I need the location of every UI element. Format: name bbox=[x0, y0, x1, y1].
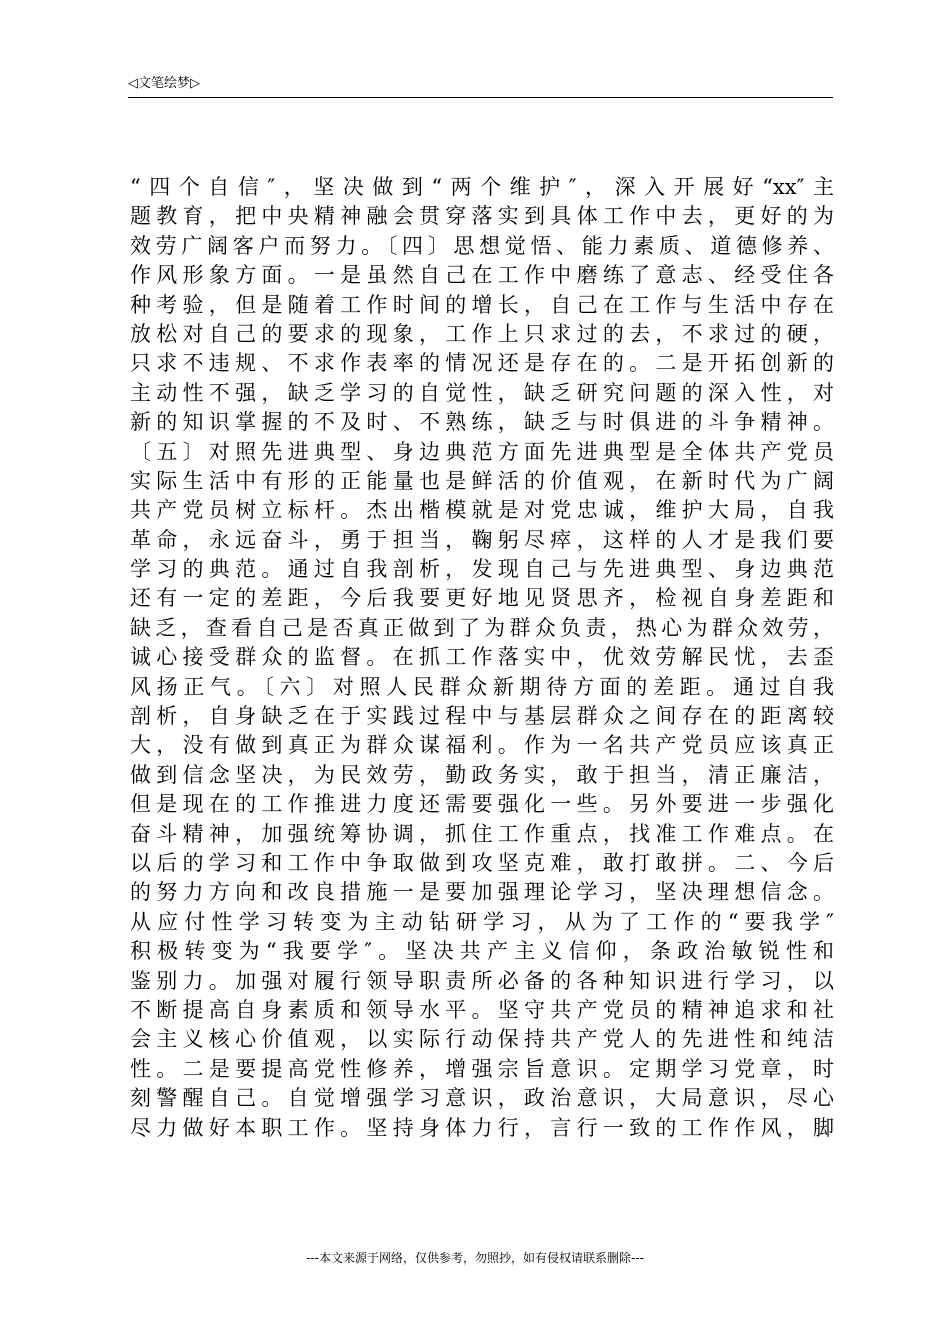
body-line: 主动性不强，缺乏学习的自觉性，缺乏研究问题的深入性，对 bbox=[130, 380, 834, 405]
body-line: 但是现在的工作推进力度还需要强化一些。另外要进一步强化 bbox=[130, 792, 834, 817]
body-line: 还有一定的差距，今后我要更好地见贤思齐，检视自身差距和 bbox=[130, 586, 834, 611]
body-line: 〔五〕对照先进典型、身边典范方面先进典型是全体共产党员 bbox=[130, 439, 834, 464]
body-line: 实际生活中有形的正能量也是鲜活的价值观，在新时代为广阔 bbox=[130, 468, 834, 493]
body-line: 刻警醒自己。自觉增强学习意识，政治意识，大局意识，尽心 bbox=[130, 1086, 834, 1111]
body-line: 做到信念坚决，为民效劳，勤政务实，敢于担当，清正廉洁， bbox=[130, 762, 834, 787]
body-line: 风扬正气。〔六〕对照人民群众新期待方面的差距。通过自我 bbox=[130, 674, 834, 699]
document-body bbox=[130, 173, 834, 1143]
body-line: 革命，永远奋斗，勇于担当，鞠躬尽瘁，这样的人才是我们要 bbox=[130, 527, 834, 552]
body-line: 题教育，把中央精神融会贯穿落实到具体工作中去，更好的为 bbox=[130, 204, 834, 229]
body-line: 从应付性学习转变为主动钻研学习，从为了工作的“要我学″ bbox=[130, 909, 834, 934]
body-line: 会主义核心价值观，以实际行动保持共产党人的先进性和纯洁 bbox=[130, 1027, 834, 1052]
body-line: 奋斗精神，加强统筹协调，抓住工作重点，找准工作难点。在 bbox=[130, 821, 834, 846]
body-line: 缺乏，查看自己是否真正做到了为群众负责，热心为群众效劳， bbox=[130, 615, 834, 640]
footer-disclaimer: ---本文来源于网络，仅供参考，勿照抄，如有侵权请联系删除--- bbox=[306, 1251, 644, 1265]
header-divider bbox=[128, 97, 833, 98]
body-line: 放松对自己的要求的现象，工作上只求过的去，不求过的硬， bbox=[130, 321, 834, 346]
body-line: 的努力方向和改良措施一是要加强理论学习，坚决理想信念。 bbox=[130, 880, 834, 905]
page-header bbox=[128, 72, 832, 98]
body-line: 剖析，自身缺乏在于实践过程中与基层群众之间存在的距离较 bbox=[130, 704, 834, 729]
body-line: 大，没有做到真正为群众谋福利。作为一名共产党员应该真正 bbox=[130, 733, 834, 758]
body-line: 效劳广阔客户而努力。〔四〕思想觉悟、能力素质、道德修养、 bbox=[130, 233, 834, 258]
body-line: 诚心接受群众的监督。在抓工作落实中，优效劳解民忧，去歪 bbox=[130, 645, 834, 670]
body-line: 性。二是要提高党性修养，增强宗旨意识。定期学习党章，时 bbox=[130, 1056, 834, 1081]
body-line: 种考验，但是随着工作时间的增长，自己在工作与生活中存在 bbox=[130, 292, 834, 317]
body-line: 学习的典范。通过自我剖析，发现自己与先进典型、身边典范 bbox=[130, 557, 834, 582]
body-line: 不断提高自身素质和领导水平。坚守共产党员的精神追求和社 bbox=[130, 997, 834, 1022]
body-line: 尽力做好本职工作。坚持身体力行，言行一致的工作作风，脚 bbox=[130, 1115, 834, 1140]
body-line: “四个自信″，坚决做到“两个维护″，深入开展好“xx″主 bbox=[130, 175, 834, 199]
body-line: 新的知识掌握的不及时、不熟练，缺乏与时俱进的斗争精神。 bbox=[130, 410, 834, 435]
header-title: ◁文笔绘梦▷ bbox=[128, 76, 200, 91]
body-line: 作风形象方面。一是虽然自己在工作中磨练了意志、经受住各 bbox=[130, 263, 834, 288]
body-line: 以后的学习和工作中争取做到攻坚克难，敢打敢拼。二、今后 bbox=[130, 850, 834, 875]
body-line: 只求不违规、不求作表率的情况还是存在的。二是开拓创新的 bbox=[130, 351, 834, 376]
body-line: 鉴别力。加强对履行领导职责所必备的各种知识进行学习，以 bbox=[130, 968, 834, 993]
body-line: 共产党员树立标杆。杰出楷模就是对党忠诚，维护大局，自我 bbox=[130, 498, 834, 523]
body-line: 积极转变为“我要学″。坚决共产主义信仰，条政治敏锐性和 bbox=[130, 939, 834, 964]
